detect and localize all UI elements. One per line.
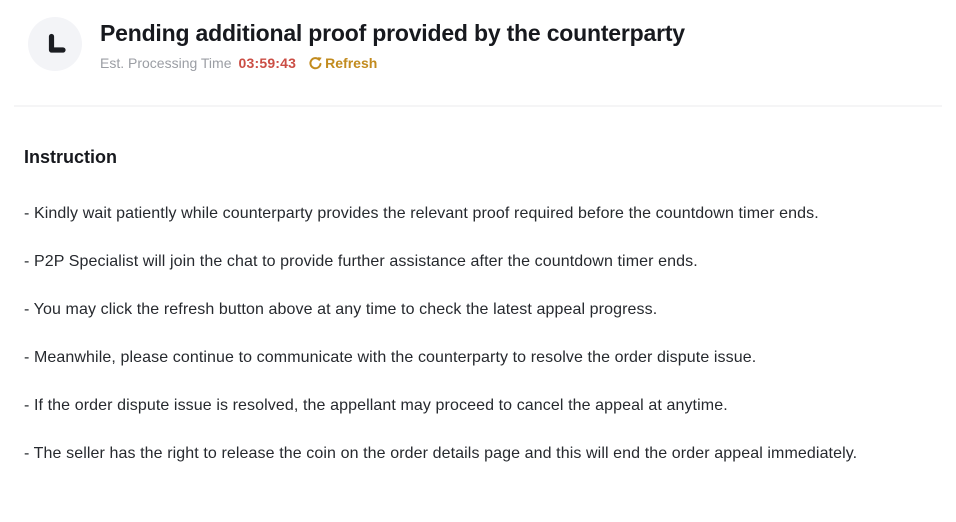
status-icon-circle <box>28 17 82 71</box>
instruction-list <box>24 199 916 468</box>
instruction-item: - You may click the refresh button above at any time to check the latest appeal progress. <box>24 301 658 318</box>
refresh-label: Refresh <box>325 55 378 71</box>
clock-icon <box>41 30 69 58</box>
instruction-item: - Kindly wait patiently while counterparty provides the relevant proof required before the countdown timer ends. <box>24 205 819 222</box>
processing-time-row <box>100 54 685 72</box>
instruction-item: - If the order dispute issue is resolved, the appellant may proceed to cancel the appeal at anytime. <box>24 397 728 414</box>
countdown-timer: 03:59:43 <box>238 55 297 71</box>
est-processing-time-label: Est. Processing Time <box>100 55 232 71</box>
instruction-heading: Instruction <box>24 147 117 167</box>
page-title: Pending additional proof provided by the counterparty <box>100 20 685 46</box>
refresh-icon <box>308 56 325 71</box>
instruction-item: - The seller has the right to release the coin on the order details page and this will end the order appeal immediately. <box>24 445 858 462</box>
instruction-item: - Meanwhile, please continue to communicate with the counterparty to resolve the order dispute issue. <box>24 349 757 366</box>
refresh-button[interactable] <box>308 54 377 72</box>
appeal-header <box>0 0 956 72</box>
header-text <box>100 17 685 72</box>
instruction-section <box>0 107 944 468</box>
instruction-item: - P2P Specialist will join the chat to provide further assistance after the countdown timer ends. <box>24 253 698 270</box>
